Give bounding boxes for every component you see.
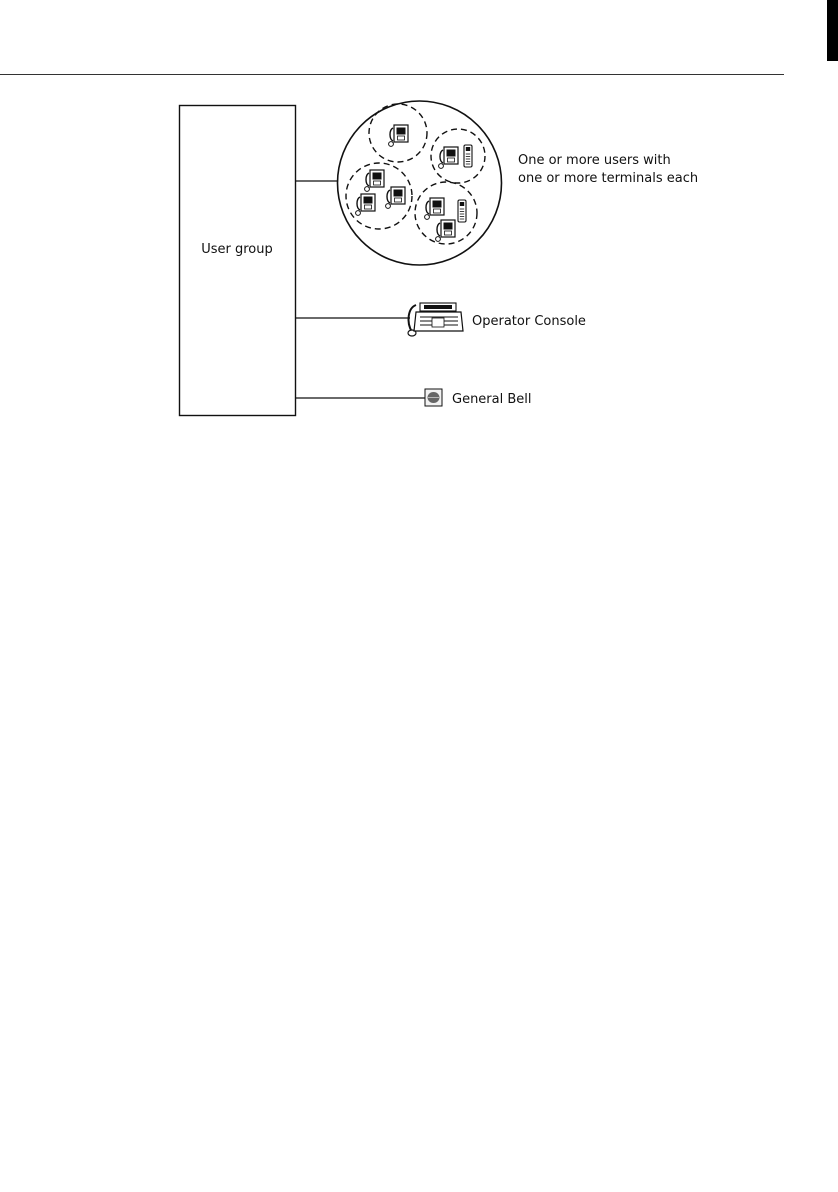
users-caption-line1: One or more users with — [518, 153, 671, 168]
operator-console-icon — [408, 303, 463, 336]
users-caption-line2: one or more terminals each — [518, 171, 699, 186]
user-group-box — [180, 106, 296, 416]
cordless-handset-icon — [458, 200, 466, 222]
cordless-handset-icon — [464, 145, 472, 167]
general-bell-label: General Bell — [452, 392, 532, 407]
users-circle — [338, 101, 502, 265]
user-group-label: User group — [201, 242, 273, 257]
operator-console-label: Operator Console — [472, 314, 586, 329]
bell-icon — [425, 389, 442, 406]
